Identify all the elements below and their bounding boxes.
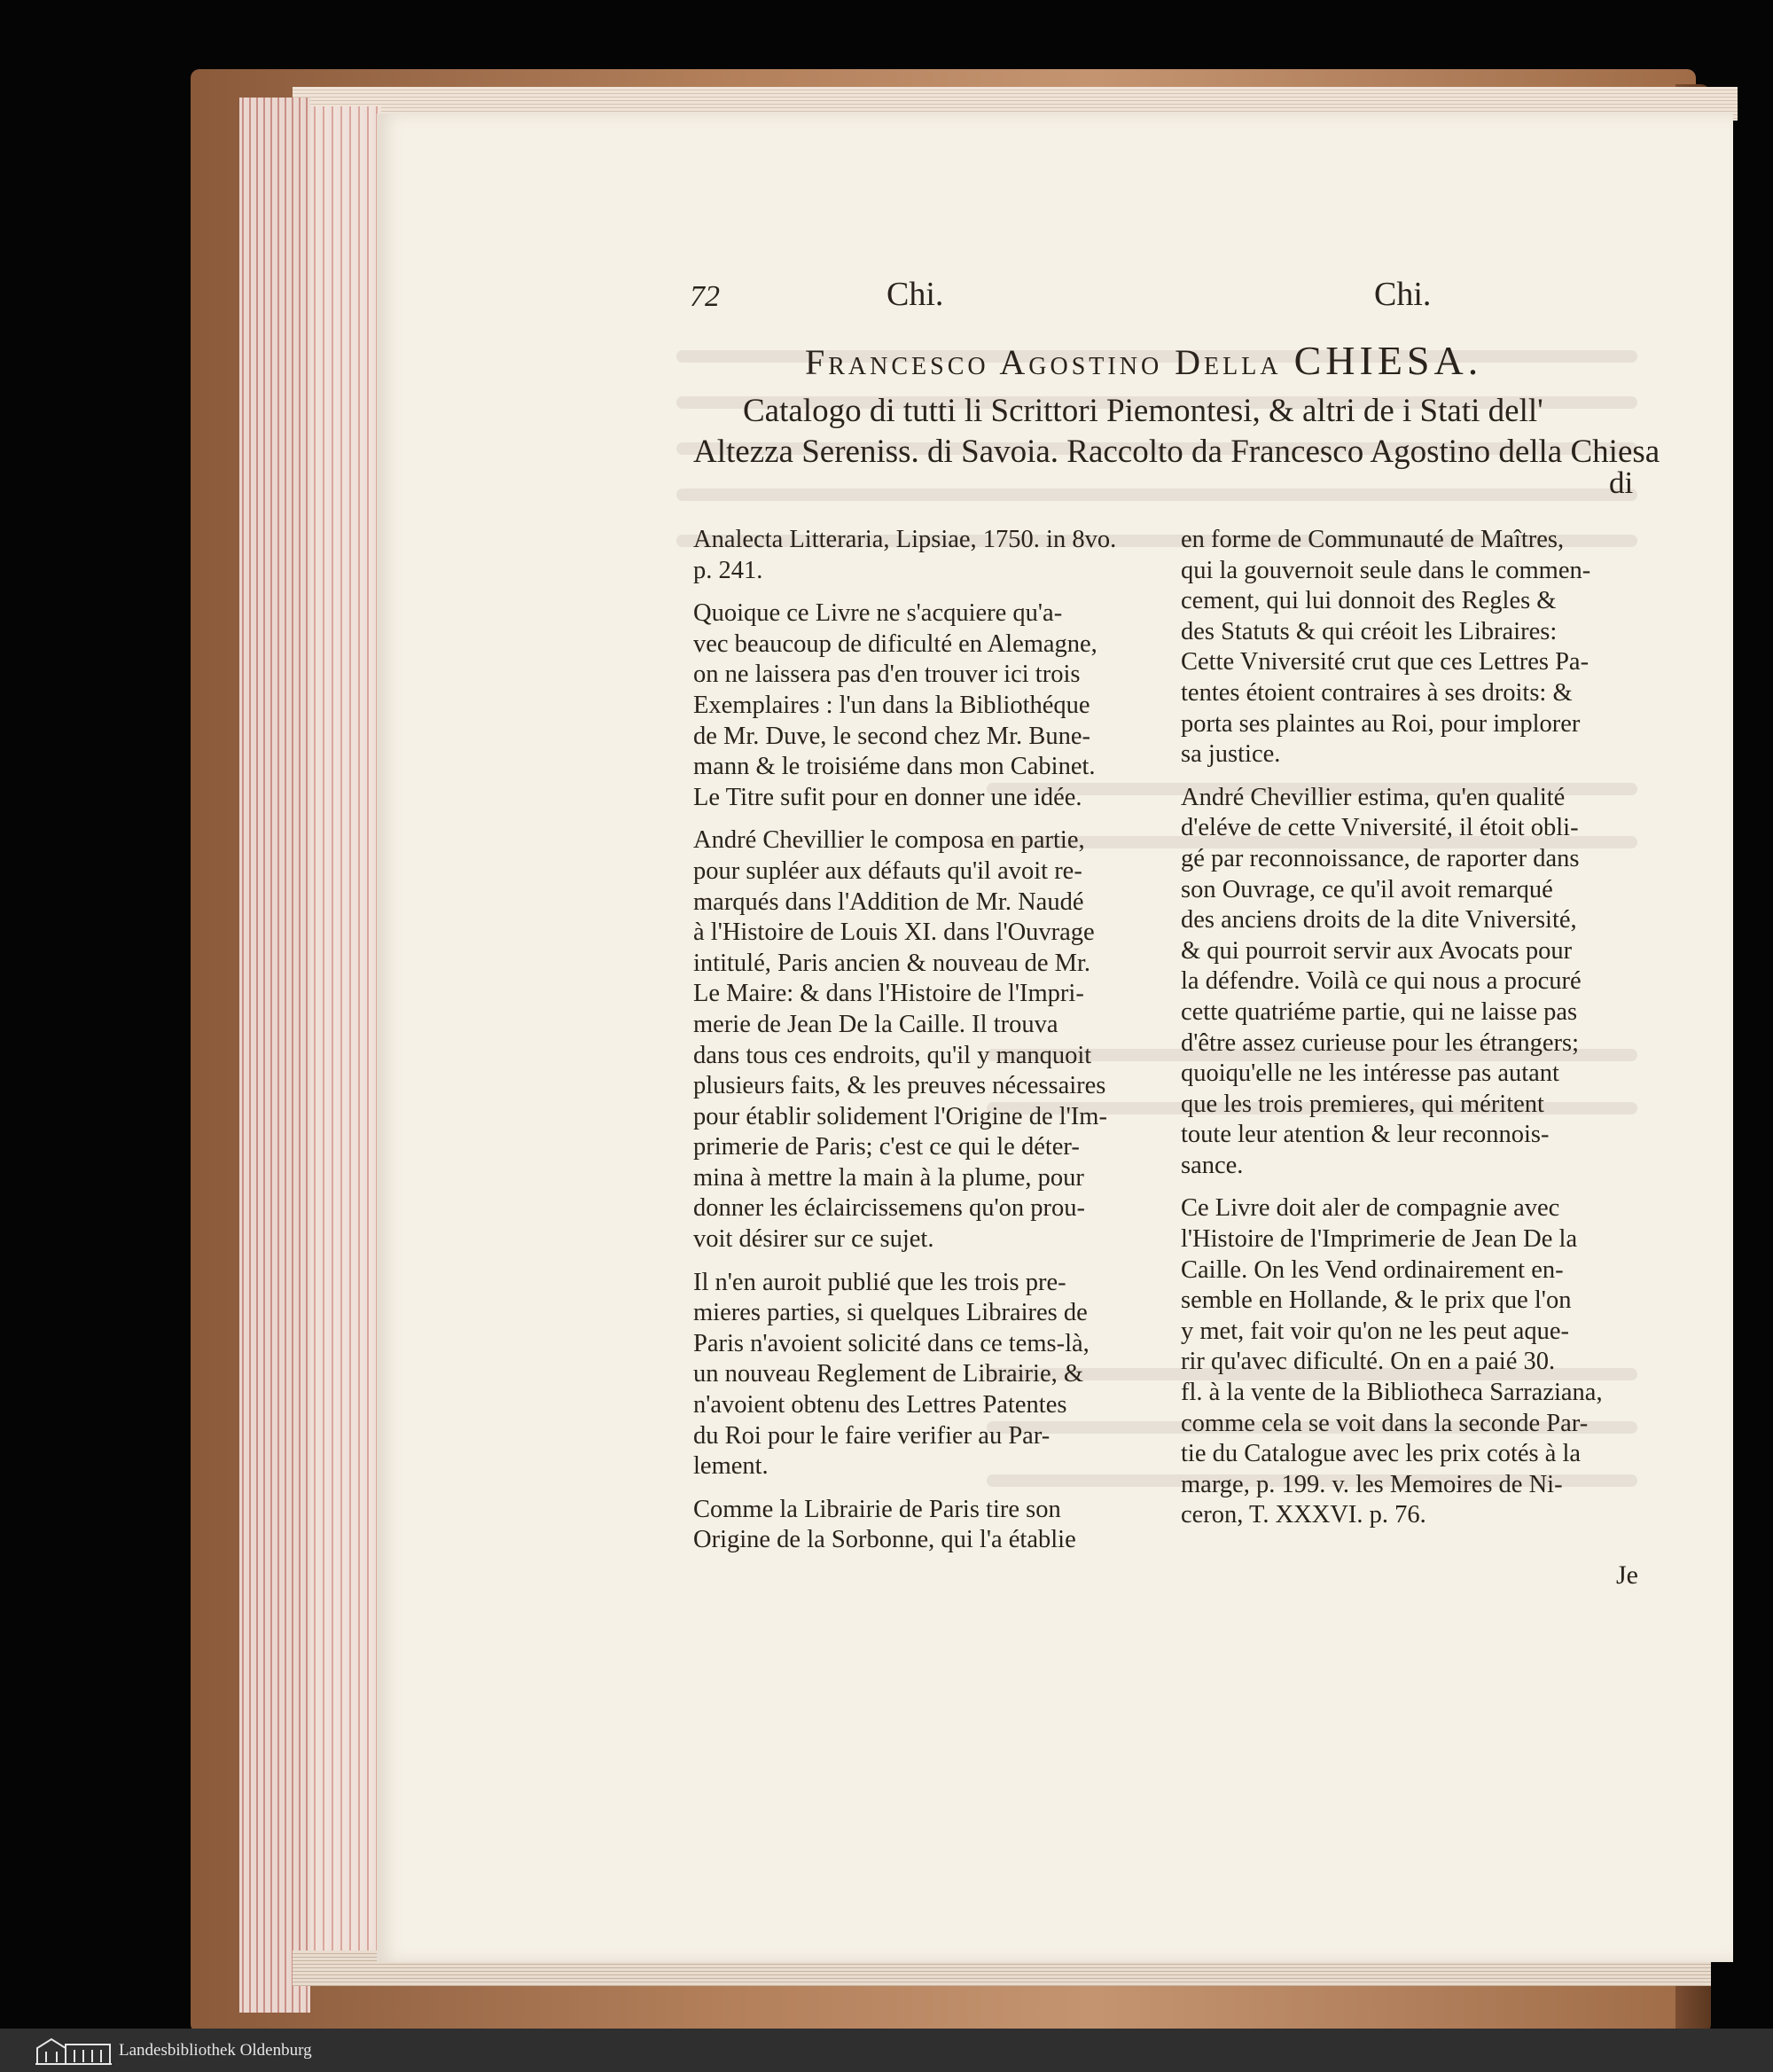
text-line: voit désirer sur ce sujet. [693, 1225, 934, 1254]
text-line: Le Titre sufit pour en donner une idée. [693, 783, 1082, 811]
text-line: Quoique ce Livre ne s'acquiere qu'a- [693, 599, 1063, 628]
text-line: on ne laissera pas d'en trouver ici trois [693, 661, 1081, 689]
text-line: y met, fait voir qu'on ne les peut aque- [1181, 1317, 1570, 1345]
text-line: cement, qui lui donnoit des Regles & [1181, 587, 1557, 615]
right-column [1181, 525, 1642, 1531]
author-name: Francesco Agostino Della [805, 342, 1282, 382]
text-line: & qui pourroit servir aux Avocats pour [1181, 936, 1573, 965]
running-header-left: Chi. [886, 276, 944, 313]
text-line: Origine de la Sorbonne, qui l'a établie [693, 1526, 1076, 1554]
text-line: la défendre. Voilà ce qui nous a procuré [1181, 967, 1582, 996]
text-line: n'avoient obtenu des Lettres Patentes [693, 1391, 1067, 1419]
text-line: sance. [1181, 1151, 1244, 1179]
text-line: vec beaucoup de dificulté en Alemagne, [693, 629, 1097, 658]
text-line: André Chevillier le composa en partie, [693, 826, 1085, 855]
text-line: p. 241. [693, 556, 763, 584]
page-number: 72 [690, 280, 720, 313]
text-line: tie du Catalogue avec les prix cotés à la [1181, 1440, 1582, 1468]
text-line: donner les éclaircissemens qu'on prou- [693, 1194, 1086, 1223]
text-line: des anciens droits de la dite Vniversité, [1181, 906, 1577, 934]
text-line: toute leur atention & leur reconnois- [1181, 1121, 1550, 1149]
library-building-icon [34, 2036, 113, 2066]
text-line: porta ses plaintes au Roi, pour implorer [1181, 709, 1581, 738]
paragraph-break [693, 586, 1154, 598]
text-line: dans tous ces endroits, qu'il y manquoit [693, 1041, 1092, 1069]
entry-author [805, 337, 1482, 384]
text-line: Le Maire: & dans l'Histoire de l'Impri- [693, 980, 1084, 1008]
left-column [693, 525, 1154, 1556]
text-line: mina à mettre la main à la plume, pour [693, 1163, 1084, 1192]
text-line: rir qu'avec dificulté. On en a paié 30. [1181, 1348, 1556, 1376]
text-line: un nouveau Reglement de Librairie, & [693, 1360, 1084, 1388]
paragraph-break [693, 1255, 1154, 1268]
text-line: que les trois premieres, qui méritent [1181, 1090, 1544, 1118]
entry-title-line-3: di [1609, 465, 1634, 500]
text-line: qui la gouvernoit seule dans le commen- [1181, 556, 1591, 584]
text-line: ceron, T. XXXVI. p. 76. [1181, 1501, 1426, 1529]
text-line: pour supléer aux défauts qu'il avoit re- [693, 856, 1082, 885]
text-line: fl. à la vente de la Bibliotheca Sarraziana, [1181, 1379, 1603, 1407]
text-line: tentes étoient contraires à ses droits: & [1181, 678, 1573, 707]
text-line: d'être assez curieuse pour les étrangers; [1181, 1028, 1580, 1057]
text-line: Il n'en auroit publié que les trois pre- [693, 1268, 1066, 1296]
footer-label: Landesbibliothek Oldenburg [119, 2041, 312, 2060]
text-line: marge, p. 199. v. les Memoires de Ni- [1181, 1470, 1563, 1498]
text-line: mieres parties, si quelques Libraires de [693, 1299, 1088, 1327]
text-line: Exemplaires : l'un dans la Bibliothéque [693, 691, 1090, 719]
text-line: Caille. On les Vend ordinairement en- [1181, 1255, 1564, 1284]
text-line: l'Histoire de l'Imprimerie de Jean De la [1181, 1225, 1578, 1254]
author-surname: CHIESA. [1293, 338, 1483, 383]
running-header-right: Chi. [1374, 276, 1432, 313]
footer-bar [0, 2029, 1773, 2072]
text-line: Analecta Litteraria, Lipsiae, 1750. in 8vo. [693, 526, 1117, 553]
page-gutter [310, 106, 381, 1968]
text-line: plusieurs faits, & les preuves nécessaires [693, 1072, 1106, 1100]
catchword: Je [1616, 1560, 1638, 1590]
text-line: gé par reconnoissance, de raporter dans [1181, 844, 1580, 872]
text-line: Ce Livre doit aler de compagnie avec [1181, 1194, 1560, 1223]
page-edges-left [239, 98, 310, 2013]
text-line: comme cela se voit dans la seconde Par- [1181, 1409, 1589, 1437]
text-line: Paris n'avoient solicité dans ce tems-là, [693, 1329, 1090, 1357]
text-line: de Mr. Duve, le second chez Mr. Bune- [693, 722, 1090, 750]
text-line: lement. [693, 1452, 769, 1481]
entry-title-line-1: Catalogo di tutti li Scrittori Piemontesi, & altri de i Stati dell' [743, 393, 1543, 429]
text-line: à l'Histoire de Louis XI. dans l'Ouvrage [693, 919, 1095, 947]
paragraph-break [1181, 770, 1642, 783]
entry-title-line-2: Altezza Sereniss. di Savoia. Raccolto da Francesco Agostino della Chiesa [693, 434, 1660, 470]
text-line: quoiqu'elle ne les intéresse pas autant [1181, 1059, 1559, 1088]
text-line: des Statuts & qui créoit les Libraires: [1181, 617, 1558, 645]
text-line: mann & le troisiéme dans mon Cabinet. [693, 753, 1096, 781]
paragraph-break [693, 1482, 1154, 1495]
text-line: marqués dans l'Addition de Mr. Naudé [693, 887, 1084, 916]
text-line: pour établir solidement l'Origine de l'Im- [693, 1102, 1107, 1130]
text-line: semble en Hollande, & le prix que l'on [1181, 1286, 1572, 1315]
text-line: d'eléve de cette Vniversité, il étoit obli- [1181, 814, 1579, 842]
text-line: intitulé, Paris ancien & nouveau de Mr. [693, 949, 1090, 977]
text-line: Cette Vniversité crut que ces Lettres Pa- [1181, 648, 1589, 676]
text-line: sa justice. [1181, 740, 1281, 769]
paragraph-break [693, 813, 1154, 825]
text-line: son Ouvrage, ce qu'il avoit remarqué [1181, 875, 1553, 903]
text-line: en forme de Communauté de Maîtres, [1181, 526, 1565, 553]
text-line: Comme la Librairie de Paris tire son [693, 1495, 1061, 1523]
paragraph-break [1181, 1181, 1642, 1193]
text-line: cette quatriéme partie, qui ne laisse pas [1181, 997, 1578, 1026]
text-line: André Chevillier estima, qu'en qualité [1181, 783, 1566, 811]
text-line: du Roi pour le faire verifier au Par- [693, 1421, 1051, 1450]
text-line: merie de Jean De la Caille. Il trouva [693, 1010, 1058, 1038]
text-line: primerie de Paris; c'est ce qui le déter- [693, 1133, 1080, 1161]
